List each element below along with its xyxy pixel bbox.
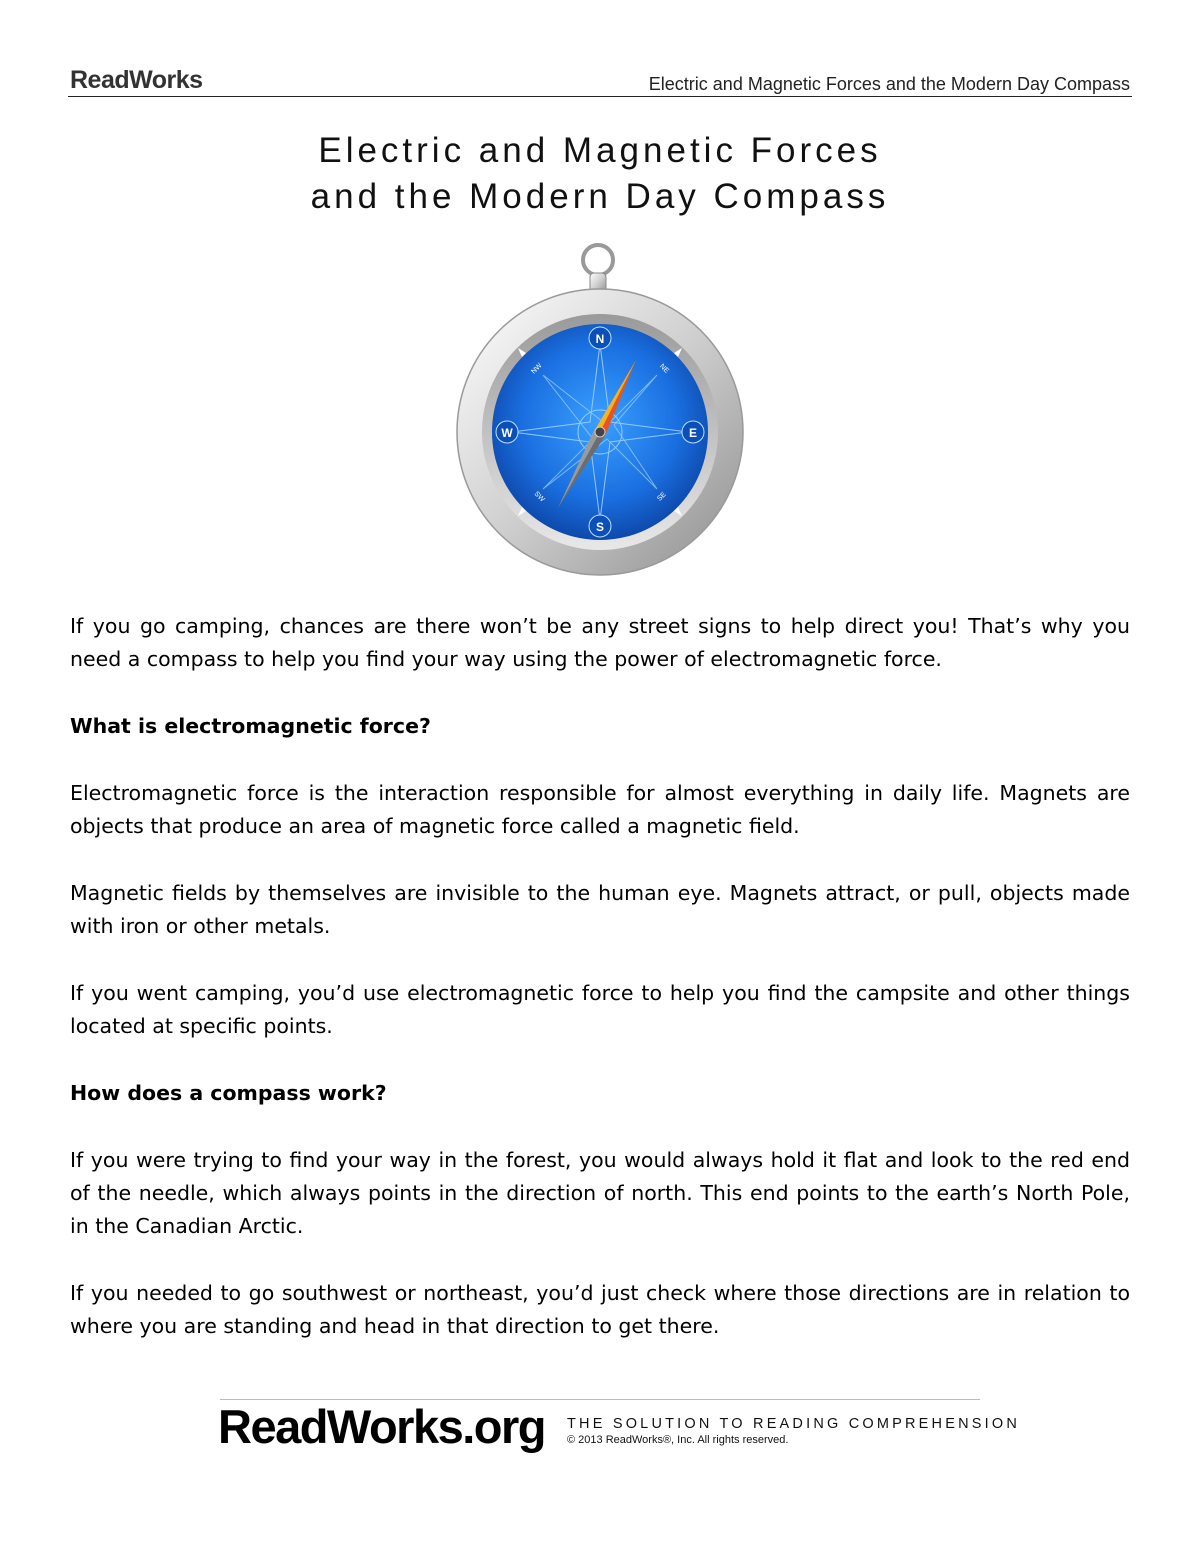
compass-label-sw: SW <box>532 490 546 504</box>
compass-label-east: E <box>688 426 698 440</box>
title-line-2: and the Modern Day Compass <box>310 177 890 216</box>
header-document-title: Electric and Magnetic Forces and the Modern Day Compass <box>648 74 1130 94</box>
compass-label-south: S <box>595 520 605 534</box>
paragraph-6: If you needed to go southwest or northeast, you’d just check where those directions are in relation to where you are standing and head in that direction to get there. <box>70 1281 1130 1338</box>
section-heading-2: How does a compass work? <box>70 1081 387 1105</box>
compass-label-se: SE <box>656 491 668 503</box>
header-divider <box>68 96 1132 97</box>
compass-icon <box>450 240 750 580</box>
paragraph-1: If you go camping, chances are there won’t be any street signs to help direct you! That’s why you need a compass to help you find your way using the power of electromagnetic force. <box>70 614 1130 671</box>
article-body <box>70 610 1130 1377</box>
compass-label-nw: NW <box>530 362 544 376</box>
compass-label-west: W <box>501 426 513 440</box>
paragraph-4: If you went camping, you’d use electromagnetic force to help you find the campsite and other things located at specific points. <box>70 981 1130 1038</box>
page-title <box>0 128 1200 220</box>
paragraph-2: Electromagnetic force is the interaction responsible for almost everything in daily life. Magnets are objects that produce an area of magnetic force called a magnetic field. <box>70 781 1130 838</box>
footer-copyright: © 2013 ReadWorks®, Inc. All rights reserved. <box>567 1434 789 1446</box>
paragraph-5: If you were trying to find your way in the forest, you would always hold it flat and look to the red end of the needle, which always points in the direction of north. This end points to the earth’s North Pole, in the Canadian Arctic. <box>70 1148 1130 1238</box>
compass-label-north: N <box>595 332 605 346</box>
title-line-1: Electric and Magnetic Forces <box>318 131 882 170</box>
compass-ring <box>583 245 613 275</box>
footer-tagline: THE SOLUTION TO READING COMPREHENSION <box>567 1416 1021 1432</box>
compass-label-ne: NE <box>658 363 670 375</box>
section-heading-1: What is electromagnetic force? <box>70 714 431 738</box>
compass-illustration <box>450 240 750 580</box>
paragraph-3: Magnetic fields by themselves are invisible to the human eye. Magnets attract, or pull, objects made with iron or other metals. <box>70 881 1130 938</box>
header-logo: ReadWorks <box>70 66 203 94</box>
footer-logo: ReadWorks.org <box>218 1400 545 1453</box>
